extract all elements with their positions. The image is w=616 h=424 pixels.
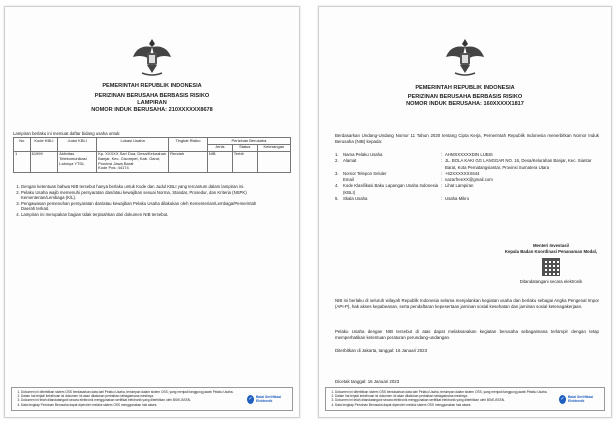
col-keterangan: Keterangan [257, 144, 290, 151]
list-item: 3. Dokumen ini telah ditandatangani secara elektronik menggunakan sertifikat elektronik yang diterbitkan oleh BSrE-BSSN. [21, 398, 247, 402]
garuda-emblem-icon [445, 35, 485, 79]
government-heading: PEMERINTAH REPUBLIK INDONESIA [102, 83, 202, 89]
field-value: +62XXXXXXX644 [445, 170, 480, 176]
field-value: Usaha Mikro [445, 196, 470, 202]
field-value: AHMXXXXXXDIN LUBIS [445, 152, 493, 157]
field-label: Nomor Telepon Seluler [343, 170, 387, 176]
lampiran-intro: Lampiran berlaku ini memuat daftar bidang usaha untuk: [13, 131, 121, 136]
field-row: 4. Kode Klasifikasi Baku Lapangan Usaha Indonesia (KBLI) : Lihat Lampiran [335, 183, 599, 196]
list-item: 3. Dokumen ini telah ditandatangani secara elektronik menggunakan sertifikat elektronik yang diterbitkan oleh BSrE-BSSN. [335, 398, 559, 402]
list-item: 4. Lampiran ini merupakan bagian tidak terpisahkan dari dokumen NIB tersebut. [21, 212, 261, 218]
lampiran-page [4, 6, 300, 418]
cell-risiko: Rendah [169, 151, 208, 172]
signer-title: Menteri Investasi/ Kepala Badan Koordinasi Penanaman Modal, [504, 243, 598, 254]
nib-value: 210XXXXXX8678 [168, 107, 213, 113]
title-line-1: PERIZINAN BERUSAHA BERBASIS RISIKO [94, 93, 210, 99]
document-title: PERIZINAN BERUSAHA BERBASIS RISIKO [407, 94, 523, 100]
nib-heading [319, 101, 611, 107]
bsre-logo [559, 390, 601, 408]
list-item: 4. Data lengkap Perizinan Berusaha dapat diperoleh melalui sistem OSS menggunakan hak akses. [21, 403, 247, 407]
business-details [335, 152, 599, 202]
list-item: 1. Dokumen ini diterbitkan sistem OSS berdasarkan data dari Pelaku Usaha, tersimpan dalam sistem OSS, yang menjadi tanggung jawab Pelaku Usaha. [335, 390, 559, 394]
disclaimer-footer [325, 387, 605, 411]
nib-label: NOMOR INDUK BERUSAHA: [406, 101, 482, 107]
col-risiko: Tingkat Risiko [169, 138, 208, 152]
col-no: No [14, 138, 31, 152]
col-kode-kbli: Kode KBLI [30, 138, 58, 152]
list-item: 3. Pengawasan pemenuhan persyaratan dan/atau kewajiban Pelaku Usaha dilakukan oleh Kementerian/Lembaga/Pemerintah Daerah terkait. [21, 201, 261, 212]
cell-no: 1 [14, 151, 31, 172]
col-judul-kbli: Judul KBLI [58, 138, 97, 152]
field-row: 3. Nomor Telepon Seluler : +62XXXXXXX644 [335, 171, 599, 177]
obligation-paragraph: Pelaku Usaha dengan NIB tersebut di atas dapat melaksanakan kegiatan berusaha sebagaimana terlampir dengan tetap memperhatikan ketentuan peraturan perundang-undangan. [335, 329, 599, 340]
col-status: Status [232, 144, 257, 151]
validity-paragraph: NIB ini berlaku di seluruh wilayah Republik Indonesia selama menjalankan kegiatan usaha dan berlaku sebagai Angka Pengenal Impor (API-P), hak akses kepabeanan, serta pendaftaran kepesertaan jaminan sosial kesehatan dan jaminan sosial ketenagakerjaan. [335, 298, 599, 309]
cell-jenis: NIB [207, 151, 232, 172]
field-row: 5. Skala Usaha : Usaha Mikro [335, 196, 599, 202]
col-perizinan: Perizinan Berusaha [207, 138, 290, 145]
field-label: Kode Klasifikasi Baku Lapangan Usaha Indonesia (KBLI) [343, 183, 439, 195]
footer-notes [329, 390, 559, 408]
table-row [14, 151, 291, 172]
bsre-seal-icon: ✓ [248, 395, 253, 402]
col-lokasi: Lokasi Usaha [97, 138, 169, 152]
cell-judul: Aktivitas Telekomunikasi Lainnya YTDL [58, 151, 97, 172]
signature-block [499, 243, 603, 285]
field-row: 1. Nama Pelaku Usaha : AHMXXXXXXDIN LUBIS [335, 152, 599, 158]
garuda-emblem-icon [132, 35, 172, 79]
cell-lokasi: Kp. XXXXX Sari Dua, Desa/Kelurahan Banjar, Kec. Cisompet, Kab. Garut, Provinsi Jawa Barat Kode Pos: 44174 [97, 151, 169, 172]
list-item: 2. Dalam hal terjadi kekeliruan isi dokumen ini akan dilakukan perbaikan sebagaimana mestinya. [335, 394, 559, 398]
list-item: 1. Dengan ketentuan bahwa NIB tersebut hanya berlaku untuk Kode dan Judul KBLI yang tercantum dalam lampiran ini. [21, 184, 261, 190]
nib-label: NOMOR INDUK BERUSAHA: [91, 107, 168, 113]
list-item: 1. Dokumen ini diterbitkan sistem OSS berdasarkan data dari Pelaku Usaha, tersimpan dalam sistem OSS, yang menjadi tanggung jawab Pelaku Usaha. [21, 390, 247, 394]
issued-date: Diterbitkan di Jakarta, tanggal: 16 Januari 2023 [335, 348, 428, 353]
cell-keterangan [257, 151, 290, 172]
field-row: Email : nazarfreeXX@gmail.com [335, 177, 599, 183]
list-item: 4. Data lengkap Perizinan Berusaha dapat diperoleh melalui sistem OSS menggunakan hak akses. [335, 403, 559, 407]
disclaimer-footer [11, 387, 293, 411]
field-value: nazarfreeXX@gmail.com [445, 177, 493, 183]
field-label: Nama Pelaku Usaha [343, 152, 383, 157]
nib-heading [5, 107, 299, 113]
bsre-label: Balai Sertifikasi Elektronik [255, 395, 282, 403]
qr-code-icon [542, 258, 560, 276]
bsre-label: Balai Sertifikasi Elektronik [567, 395, 594, 403]
field-value: JL. BOLA KAKI GG LANGGAR NO. 16, Desa/Kelurahan Banjar, Kec. Siantar Barat, Kota Pematangsiantar, Provinsi Sumatera Utara [445, 158, 592, 170]
footer-notes [15, 390, 247, 408]
list-item: 2. Pelaku Usaha wajib memenuhi persyaratan dan/atau kewajiban sesuai Norma, Standar, Prosedur, dan Kriteria (NSPK) Kementerian/Lembaga (K/L). [21, 190, 261, 201]
lampiran-notes [13, 184, 261, 218]
col-jenis: Jenis [207, 144, 232, 151]
opening-paragraph: Berdasarkan Undang-Undang Nomor 11 Tahun 2020 tentang Cipta Kerja, Pemerintah Republik Indonesia menerbitkan Nomor Induk Berusaha (NIB) kepada: [335, 133, 599, 144]
bsre-logo [247, 390, 289, 408]
cell-status: Terbit [232, 151, 257, 172]
document-title [5, 93, 299, 107]
field-value: Lihat Lampiran [445, 183, 474, 189]
nib-page [318, 6, 612, 418]
kbli-table [13, 137, 291, 173]
field-label: Email [343, 177, 354, 183]
government-heading: PEMERINTAH REPUBLIK INDONESIA [415, 85, 515, 91]
cell-kode: 61999 [30, 151, 58, 172]
list-item: 2. Dalam hal terjadi kekeliruan isi dokumen ini akan dilakukan perbaikan sebagaimana mestinya. [21, 394, 247, 398]
field-label: Alamat [343, 158, 357, 164]
title-line-2: LAMPIRAN [137, 100, 167, 106]
bsre-seal-icon: ✓ [560, 395, 565, 402]
nib-value: 160XXXXX1817 [483, 101, 524, 107]
field-row: 2. Alamat : JL. BOLA KAKI GG LANGGAR NO. 16, Desa/Kelurahan Banjar, Kec. Siantar Barat, Kota Pematangsiantar, Provinsi Sumatera Utara [335, 158, 599, 171]
signed-note: Ditandatangani secara elektronik [519, 279, 583, 285]
field-label: Skala Usaha [343, 196, 368, 202]
print-date: Dicetak tanggal: 16 Januari 2023 [335, 379, 400, 384]
